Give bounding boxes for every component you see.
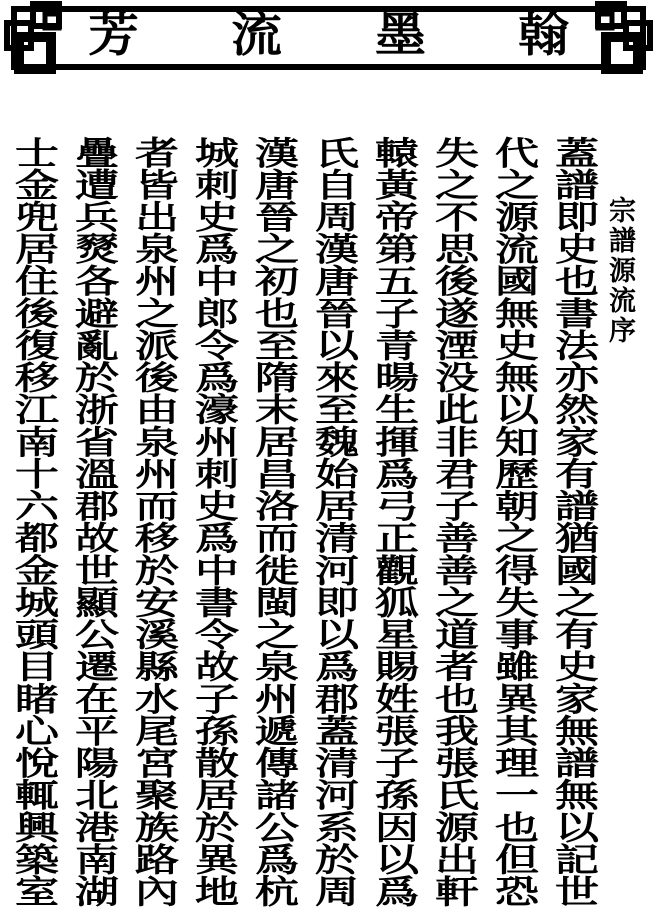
banner-title: [62, 8, 595, 64]
text-column: 代之源流國無史無以知歷朝之得失事雖異其理一也但恐: [488, 136, 537, 907]
text-column: 疊遭兵燹各避亂於浙省溫郡故世顯公遷在平陽北港南湖: [68, 136, 117, 907]
banner-char: 流: [231, 9, 283, 62]
text-column: 士金兜居住後復移江南十六都金城頭目睹心悅輒興築室: [8, 136, 57, 907]
corner-knot-icon-right: [585, 0, 655, 85]
text-column: 城刺史爲中郎令爲濠州刺史爲中書令故子孫散居於異地: [188, 136, 237, 907]
vertical-text-body: [0, 92, 657, 918]
text-column: 漢唐晉之初也至隋末居昌洛而徙閩之泉州遞傳諸公爲杭: [248, 136, 297, 907]
banner-char: 芳: [88, 9, 139, 62]
banner-char: 翰: [518, 9, 569, 62]
text-column: 失之不思後遂湮没此非君子善善之道者也我張氏源出軒: [428, 136, 477, 907]
text-column: 蓋譜即史也書法亦然家有譜猶國之有史家無譜無以記世: [548, 136, 597, 907]
banner-header: [0, 0, 657, 92]
banner-char: 墨: [374, 9, 426, 62]
text-column: 氏自周漢唐晉以來至魏始居清河即以爲郡蓋清河系於周: [308, 136, 357, 907]
text-column: 轅黃帝第五子青暘生揮爲弓正觀狐星賜姓張子孫因以爲: [368, 136, 417, 907]
text-column: 者皆出泉州之派後由泉州而移於安溪縣水尾宮聚族路內: [128, 136, 177, 907]
preface-title: 宗譜源流序: [605, 196, 635, 346]
